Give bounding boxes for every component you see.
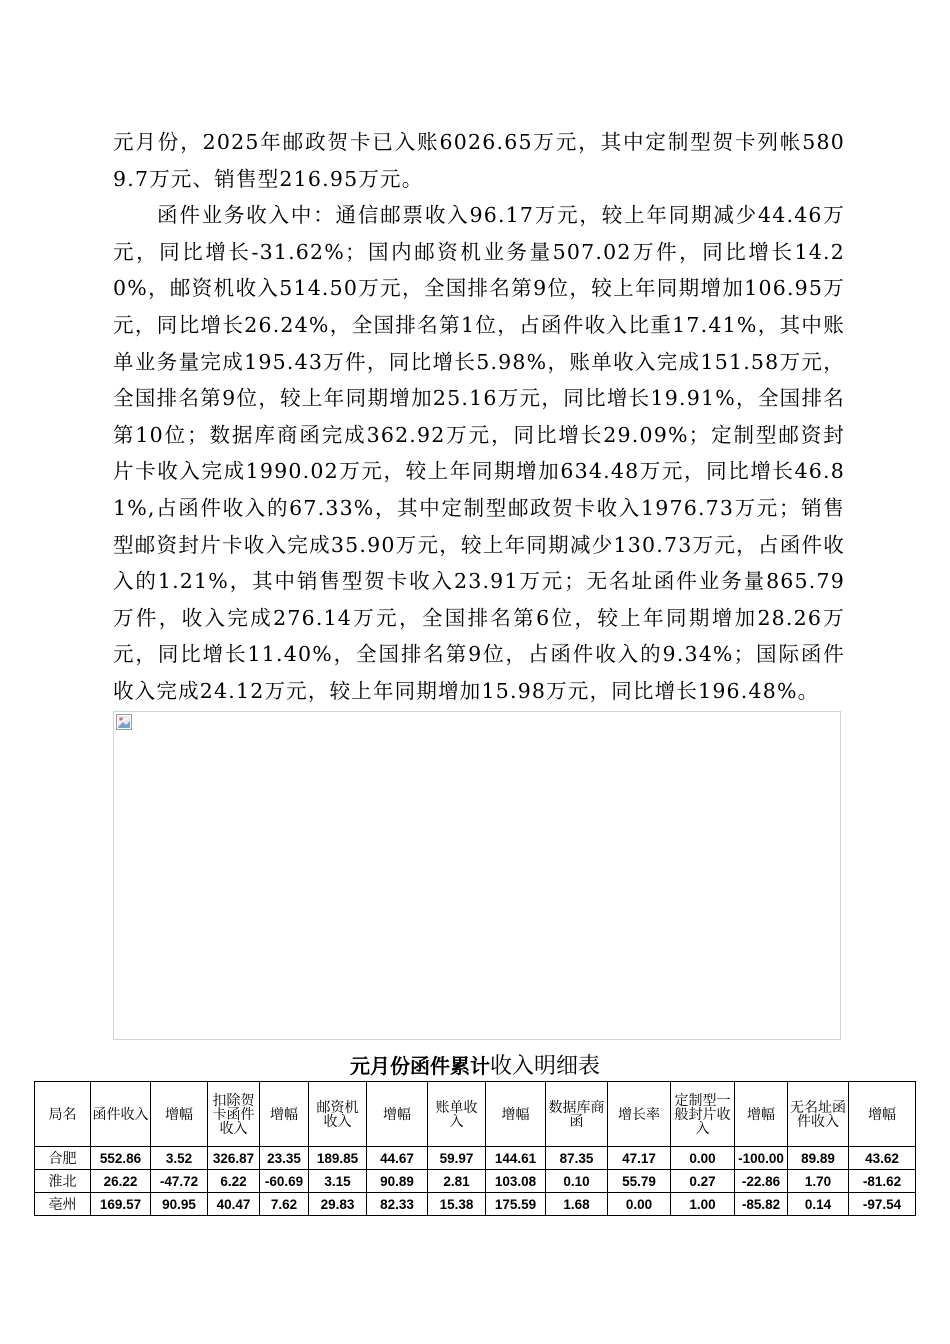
col-header: 定制型一般封片收入 [671,1082,735,1147]
table-cell: 55.79 [608,1170,671,1193]
table-cell: 44.67 [367,1147,428,1170]
table-cell: 59.97 [428,1147,486,1170]
table-cell: 26.22 [91,1170,151,1193]
col-header: 增长率 [608,1082,671,1147]
table-cell: 0.00 [608,1193,671,1216]
body-text [113,124,845,710]
table-cell: 169.57 [91,1193,151,1216]
col-header: 邮资机收入 [309,1082,367,1147]
table-cell: -97.54 [849,1193,916,1216]
col-header: 函件收入 [91,1082,151,1147]
table-cell: 29.83 [309,1193,367,1216]
table-cell: 合肥 [35,1147,91,1170]
table-cell: 6.22 [208,1170,260,1193]
table-cell: 7.62 [260,1193,309,1216]
table-cell: 0.10 [546,1170,608,1193]
table-title-normal: 收入明细表 [489,1054,600,1079]
table-cell: 15.38 [428,1193,486,1216]
table-cell: -100.00 [735,1147,788,1170]
table-cell: 0.27 [671,1170,735,1193]
table-cell: 90.95 [151,1193,208,1216]
table-cell: 2.81 [428,1170,486,1193]
col-header: 增幅 [849,1082,916,1147]
table-cell: 淮北 [35,1170,91,1193]
table-cell: 326.87 [208,1147,260,1170]
table-cell: 87.35 [546,1147,608,1170]
table-cell: 103.08 [486,1170,546,1193]
table-cell: 3.52 [151,1147,208,1170]
table-header-row [35,1082,916,1147]
table-title [0,1052,950,1082]
table-cell: 552.86 [91,1147,151,1170]
col-header: 增幅 [151,1082,208,1147]
table-cell: 89.89 [788,1147,849,1170]
table-title-bold: 元月份函件累计 [349,1056,490,1078]
table-row [35,1170,916,1193]
col-header: 增幅 [367,1082,428,1147]
table-row [35,1193,916,1216]
col-header: 账单收入 [428,1082,486,1147]
table-row [35,1147,916,1170]
table-cell: -81.62 [849,1170,916,1193]
col-header: 增幅 [735,1082,788,1147]
col-header: 增幅 [260,1082,309,1147]
table-cell: 175.59 [486,1193,546,1216]
table-cell: 0.00 [671,1147,735,1170]
table-cell: 3.15 [309,1170,367,1193]
table-cell: -60.69 [260,1170,309,1193]
col-header: 局名 [35,1082,91,1147]
col-header: 增幅 [486,1082,546,1147]
table-cell: 0.14 [788,1193,849,1216]
table-cell: 82.33 [367,1193,428,1216]
table-cell: 144.61 [486,1147,546,1170]
embedded-image-placeholder [113,711,841,1040]
table-cell: 1.68 [546,1193,608,1216]
table-cell: -22.86 [735,1170,788,1193]
table-cell: 47.17 [608,1147,671,1170]
table-cell: 43.62 [849,1147,916,1170]
col-header: 数据库商函 [546,1082,608,1147]
table-cell: 40.47 [208,1193,260,1216]
table-cell: -47.72 [151,1170,208,1193]
col-header: 无名址函件收入 [788,1082,849,1147]
table-cell: 亳州 [35,1193,91,1216]
table-cell: 1.00 [671,1193,735,1216]
paragraph-1: 元月份，2025年邮政贺卡已入账6026.65万元，其中定制型贺卡列帐5809.7万元、销售型216.95万元。 [113,130,845,191]
table-cell: 189.85 [309,1147,367,1170]
table-cell: 1.70 [788,1170,849,1193]
col-header: 扣除贺卡函件收入 [208,1082,260,1147]
table-cell: 23.35 [260,1147,309,1170]
paragraph-2: 函件业务收入中：通信邮票收入96.17万元，较上年同期减少44.46万元，同比增长-31.62%；国内邮资机业务量507.02万件，同比增长14.20%，邮资机收入514.50万元，全国排名第9位，较上年同期增加106.95万元，同比增长26.24%，全国排名第1位，占函件收入比重17.41%，其中账单业务量完成195.43万件，同比增长5.98%，账单收入完成151.58万元，全国排名第9位，较上年同期增加25.16万元，同比增长19.91%，全国排名第10位；数据库商函完成362.92万元，同比增长29.09%；定制型邮资封片卡收入完成1990.02万元，较上年同期增加634.48万元，同比增长46.81%,占函件收入的67.33%，其中定制型邮政贺卡收入1976.73万元；销售型邮资封片卡收入完成35.90万元，较上年同期减少130.73万元，占函件收入的1.21%，其中销售型贺卡收入23.91万元；无名址函件业务量865.79万件，收入完成276.14万元，全国排名第6位，较上年同期增加28.26万元，同比增长11.40%，全国排名第9位，占函件收入的9.34%；国际函件收入完成24.12万元，较上年同期增加15.98万元，同比增长196.48%。 [113,203,845,703]
broken-image-icon [116,714,132,730]
table-cell: 90.89 [367,1170,428,1193]
table-cell: -85.82 [735,1193,788,1216]
income-detail-table [34,1081,916,1216]
